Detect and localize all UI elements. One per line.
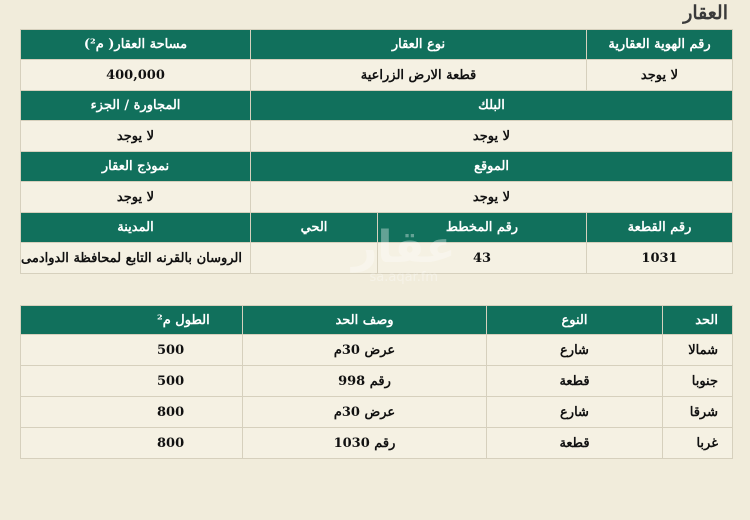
value-property-type: قطعة الارض الزراعية: [251, 60, 587, 91]
header-property-model: نموذج العقار: [21, 152, 251, 182]
bound-length: 500: [21, 335, 243, 366]
header-city: المدينة: [21, 213, 251, 243]
bound-length: 800: [21, 428, 243, 459]
value-city: الروسان بالقرنه التابع لمحافظة الدوادمى: [21, 243, 251, 274]
bound-length: 500: [21, 366, 243, 397]
value-property-model: لا يوجد: [21, 182, 251, 213]
header-property-area: مساحة العقار( م²): [21, 30, 251, 60]
value-property-id: لا يوجد: [587, 60, 733, 91]
value-plot-number: 1031: [587, 243, 733, 274]
bound-description: رقم 1030: [243, 428, 487, 459]
header-bound-side: الحد: [663, 306, 733, 335]
table-row: [21, 335, 733, 366]
table-row: [21, 366, 733, 397]
header-block: البلك: [251, 91, 733, 121]
value-neighborhood-part: لا يوجد: [21, 121, 251, 152]
bound-side: غربا: [663, 428, 733, 459]
table-row: [21, 397, 733, 428]
table-row: [21, 428, 733, 459]
value-property-area: 400,000: [21, 60, 251, 91]
bound-type: شارع: [487, 397, 663, 428]
value-district: [251, 243, 378, 274]
header-bound-description: وصف الحد: [243, 306, 487, 335]
header-property-type: نوع العقار: [251, 30, 587, 60]
value-block: لا يوجد: [251, 121, 733, 152]
bound-side: شمالا: [663, 335, 733, 366]
property-bounds-table: [20, 305, 733, 459]
value-location: لا يوجد: [251, 182, 733, 213]
header-district: الحي: [251, 213, 378, 243]
bound-description: عرض 30م: [243, 397, 487, 428]
section-title: العقار: [683, 2, 728, 24]
header-property-id: رقم الهوية العقارية: [587, 30, 733, 60]
bound-description: عرض 30م: [243, 335, 487, 366]
bound-type: شارع: [487, 335, 663, 366]
header-bound-length: الطول م²: [21, 306, 243, 335]
bound-type: قطعة: [487, 428, 663, 459]
bound-side: جنوبا: [663, 366, 733, 397]
value-plan-number: 43: [378, 243, 587, 274]
bound-description: رقم 998: [243, 366, 487, 397]
watermark-logo: عقار: [352, 222, 456, 273]
bound-type: قطعة: [487, 366, 663, 397]
header-neighborhood-part: المجاورة / الجزء: [21, 91, 251, 121]
bound-side: شرقا: [663, 397, 733, 428]
property-info-table: [20, 29, 733, 274]
header-bound-type: النوع: [487, 306, 663, 335]
watermark-url: sa.aqar.fm: [369, 270, 439, 285]
header-location: الموقع: [251, 152, 733, 182]
header-plan-number: رقم المخطط: [378, 213, 587, 243]
bound-length: 800: [21, 397, 243, 428]
header-plot-number: رقم القطعة: [587, 213, 733, 243]
